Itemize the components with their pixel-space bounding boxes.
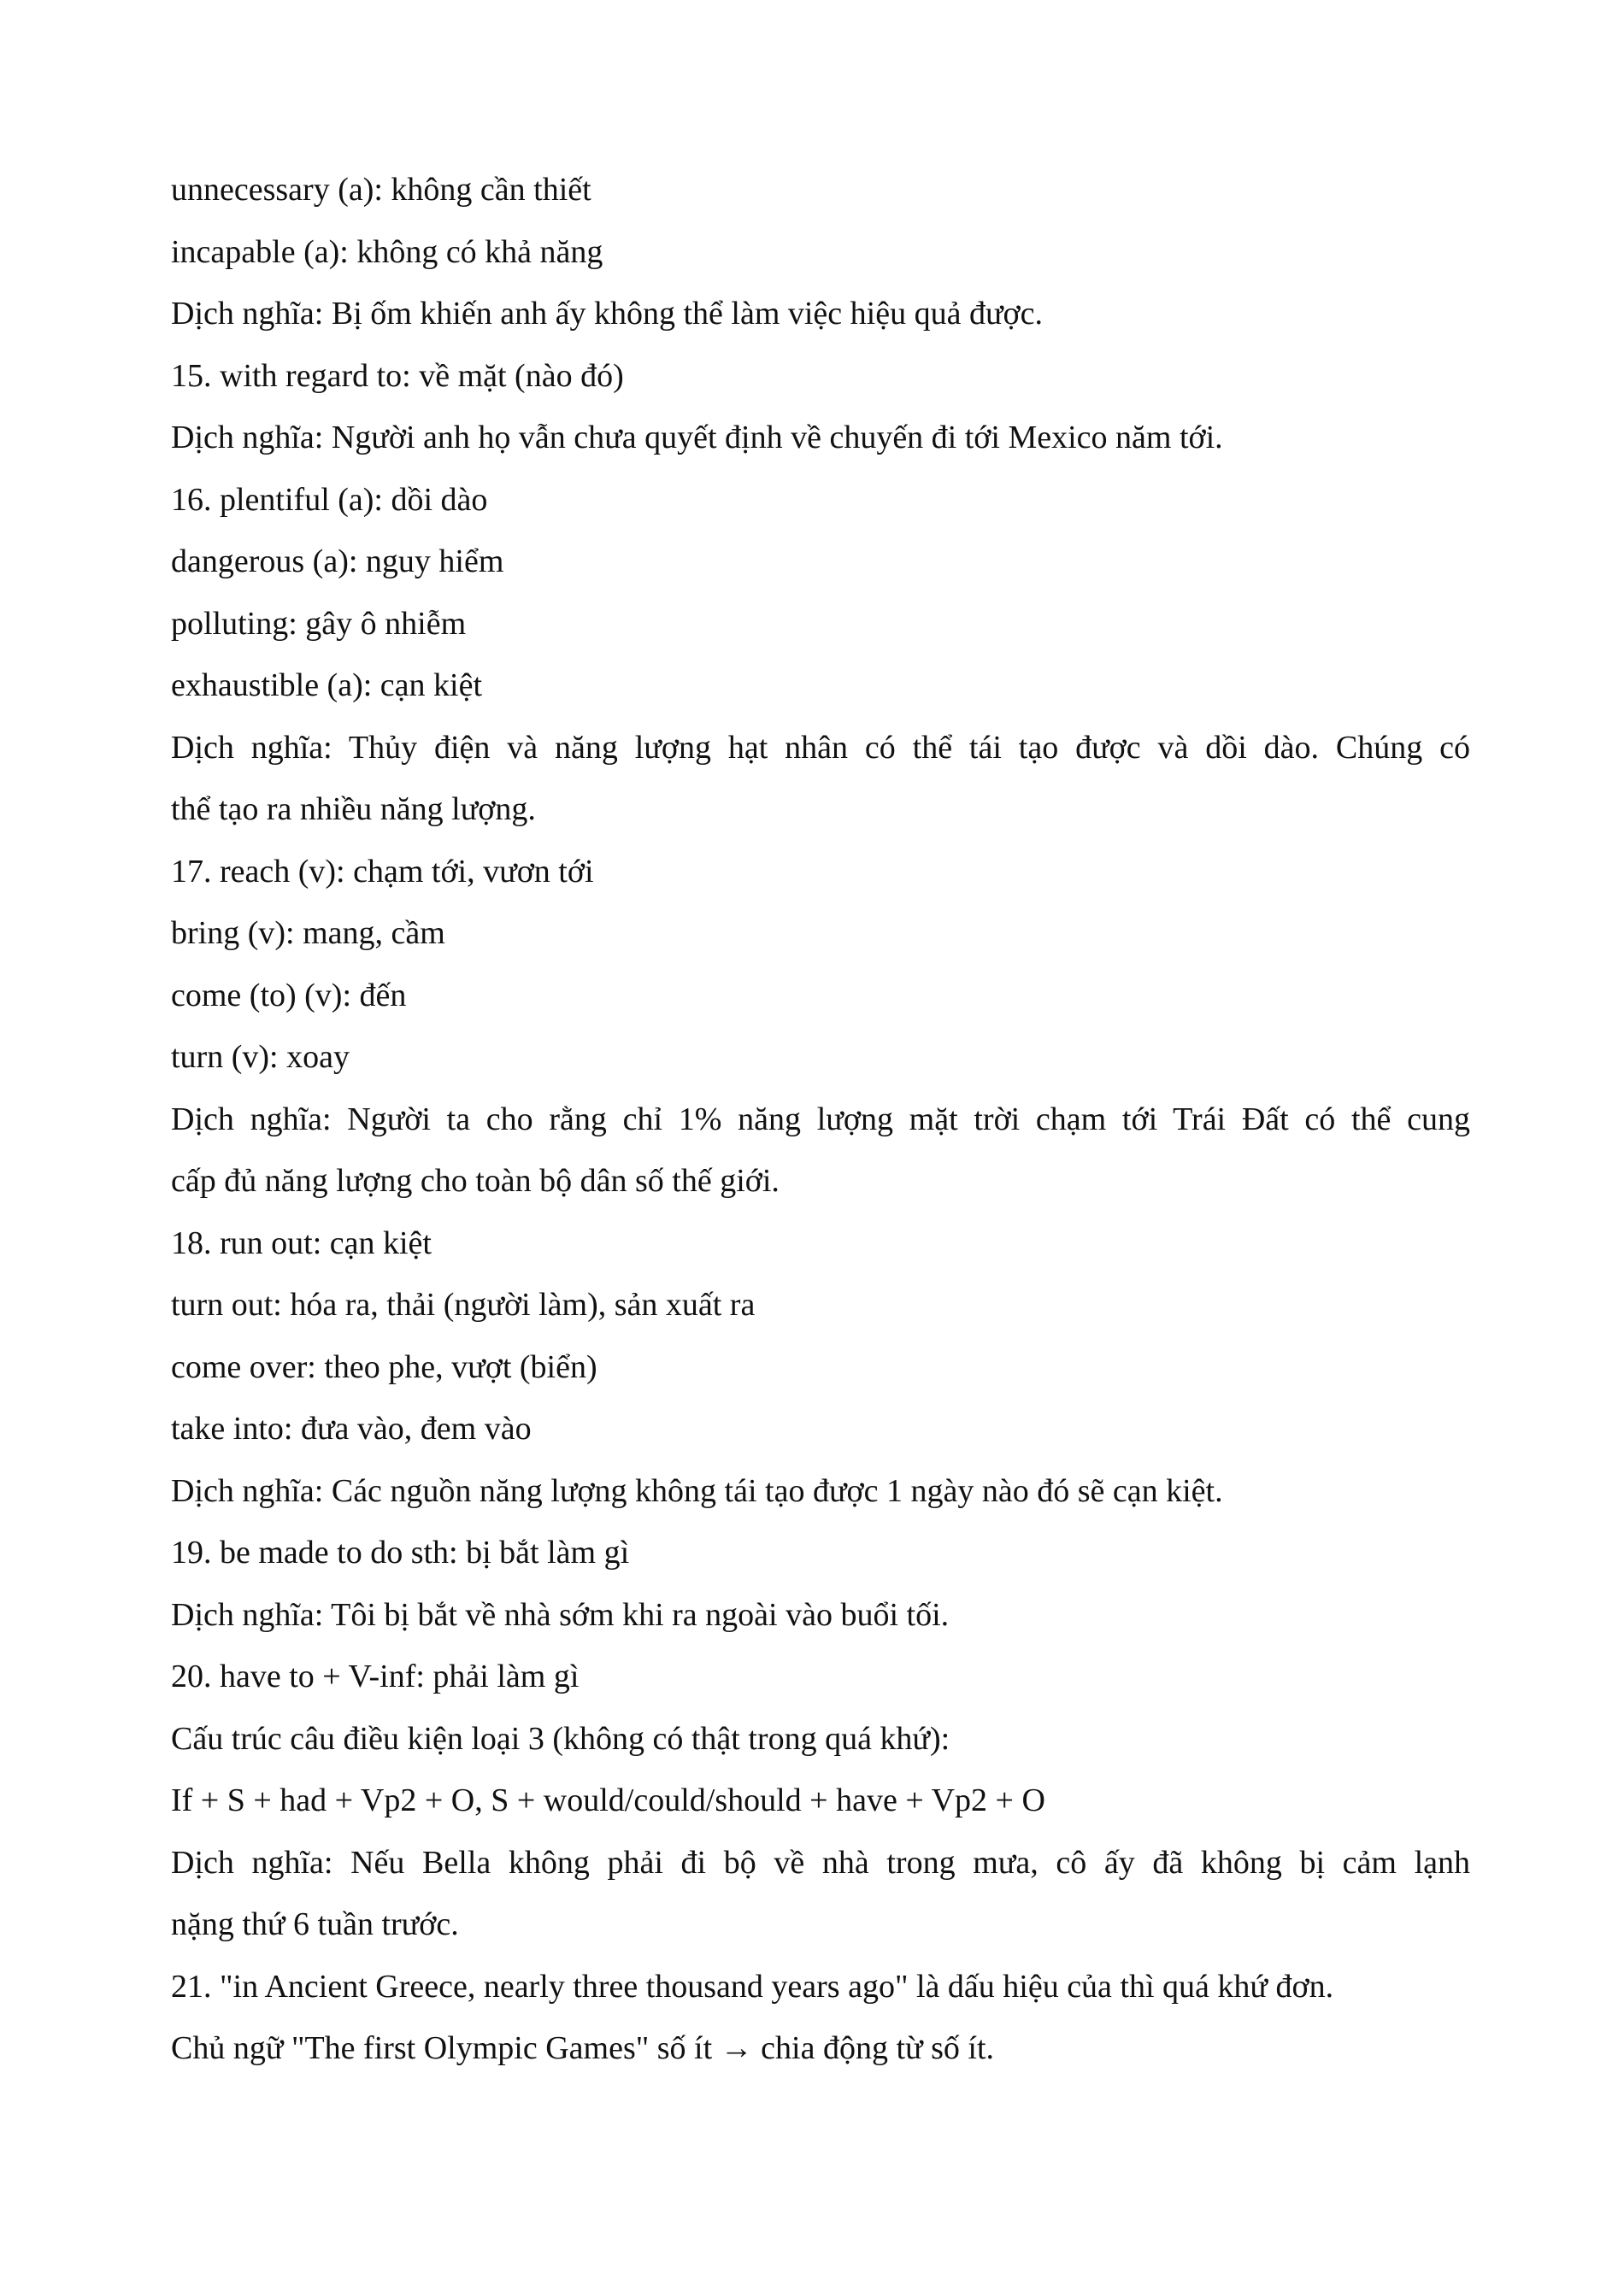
- vocab-line: polluting: gây ô nhiễm: [171, 605, 467, 642]
- vocab-line: incapable (a): không có khả năng: [171, 233, 603, 270]
- translation-line: Dịch nghĩa: Bị ốm khiến anh ấy không thể làm việc hiệu quả được.: [171, 296, 1044, 332]
- translation-line-cont: cấp đủ năng lượng cho toàn bộ dân số thế giới.: [171, 1163, 780, 1199]
- vocab-line: turn (v): xoay: [171, 1039, 350, 1075]
- vocab-line: dangerous (a): nguy hiểm: [171, 543, 504, 579]
- translation-line: Dịch nghĩa: Thủy điện và năng lượng hạt nhân có thể tái tạo được và dồi dào. Chúng có: [171, 729, 1470, 766]
- item-heading-16: 16. plentiful (a): dồi dào: [171, 481, 488, 518]
- grammar-note: Cấu trúc câu điều kiện loại 3 (không có thật trong quá khứ):: [171, 1720, 950, 1757]
- grammar-formula: If + S + had + Vp2 + O, S + would/could/should + have + Vp2 + O: [171, 1782, 1045, 1818]
- document-body: [171, 159, 1470, 2080]
- item-heading-20: 20. have to + V-inf: phải làm gì: [171, 1659, 580, 1694]
- translation-line: Dịch nghĩa: Người ta cho rằng chỉ 1% năng lượng mặt trời chạm tới Trái Đất có thể cung: [171, 1101, 1470, 1137]
- translation-line: Dịch nghĩa: Người anh họ vẫn chưa quyết định về chuyến đi tới Mexico năm tới.: [171, 420, 1223, 455]
- item-heading-21: 21. "in Ancient Greece, nearly three thousand years ago" là dấu hiệu của thì quá khứ đơn.: [171, 1968, 1334, 2005]
- item-heading-19: 19. be made to do sth: bị bắt làm gì: [171, 1535, 630, 1571]
- vocab-line: unnecessary (a): không cần thiết: [171, 172, 591, 208]
- translation-line-cont: thể tạo ra nhiều năng lượng.: [171, 791, 536, 827]
- grammar-note: Chủ ngữ "The first Olympic Games" số ít → chia động từ số ít.: [171, 2030, 995, 2066]
- translation-line: Dịch nghĩa: Nếu Bella không phải đi bộ về nhà trong mưa, cô ấy đã không bị cảm lạnh: [171, 1844, 1470, 1881]
- vocab-line: bring (v): mang, cầm: [171, 915, 445, 951]
- vocab-line: take into: đưa vào, đem vào: [171, 1411, 532, 1447]
- vocab-line: exhaustible (a): cạn kiệt: [171, 667, 483, 703]
- item-heading-15: 15. with regard to: về mặt (nào đó): [171, 357, 624, 394]
- item-heading-17: 17. reach (v): chạm tới, vươn tới: [171, 853, 594, 890]
- vocab-line: turn out: hóa ra, thải (người làm), sản xuất ra: [171, 1287, 756, 1323]
- vocab-line: come (to) (v): đến: [171, 977, 407, 1013]
- vocab-line: come over: theo phe, vượt (biển): [171, 1348, 597, 1385]
- item-heading-18: 18. run out: cạn kiệt: [171, 1224, 432, 1261]
- translation-line: Dịch nghĩa: Các nguồn năng lượng không tái tạo được 1 ngày nào đó sẽ cạn kiệt.: [171, 1472, 1223, 1509]
- translation-line-cont: nặng thứ 6 tuần trước.: [171, 1906, 459, 1942]
- translation-line: Dịch nghĩa: Tôi bị bắt về nhà sớm khi ra ngoài vào buổi tối.: [171, 1596, 950, 1633]
